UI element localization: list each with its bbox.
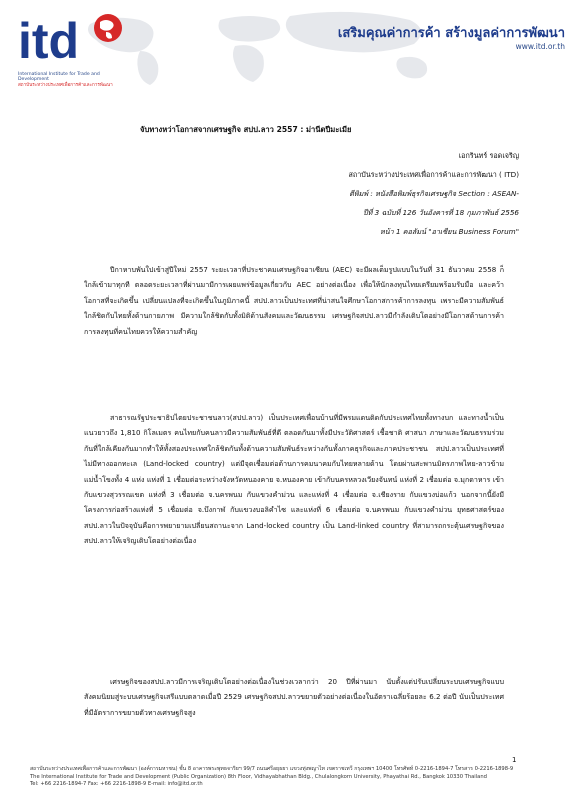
publication-line-2: ปีที่ 3 ฉบับที่ 126 วันอังคารที่ 18 กุมภาพันธ์ 2556: [363, 208, 519, 217]
world-map-watermark: [70, 6, 490, 86]
footer-line-2: The International Institute for Trade and Development (Public Organization) 8th Floor, Vidhayabhathan Bldg., Chulalongkorn University, Phayathai Rd., Bangkok 10330 Thailand: [30, 773, 487, 780]
slogan: เสริมคุณค่าการค้า สร้างมูลค่าการพัฒนา: [337, 26, 565, 41]
website-link[interactable]: www.itd.or.th: [515, 42, 565, 51]
author-organization: สถาบันระหว่างประเทศเพื่อการค้าและการพัฒนา ( ITD): [348, 170, 519, 179]
footer-line-3: Tel: +66 2216-1894-7 Fax: +66 2216-1898-9 E-mail: info@itd.or.th: [30, 781, 203, 788]
publication-line-1: ตีพิมพ์ : หนังสือพิมพ์ธุรกิจเศรษฐกิจ Section : ASEAN-: [349, 189, 519, 198]
author-name: เอกรินทร์ รอดเจริญ: [458, 151, 519, 160]
logo-text: itd: [18, 13, 80, 69]
page-number: 1: [512, 756, 517, 764]
logo-subtitle: International Institute for Trade and Development สถาบันระหว่างประเทศเพื่อการค้าและการพัฒนา: [18, 72, 113, 88]
publication-line-3: หน้า 1 คอลัมน์ "อาเซียน Business Forum": [379, 227, 519, 236]
itd-logo: [16, 10, 126, 70]
paragraph-3: เศรษฐกิจของสปป.ลาวมีการเจริญเติบโตอย่างต่อเนื่องในช่วงเวลากว่า 20 ปีที่ผ่านมา นับตั้งแต่ปรับเปลี่ยนระบบเศรษฐกิจแบบสังคมนิยมสู่ระบบเศรษฐกิจเสรีแบบตลาดเมื่อปี 2529 เศรษฐกิจสปป.ลาวขยายตัวอย่างต่อเนื่องในอัตราเฉลี่ยร้อยละ 6.2 ต่อปี นับเป็นประเทศที่มีอัตราการขยายตัวทางเศรษฐกิจสูง: [84, 677, 504, 717]
paragraph-2: สาธารณรัฐประชาธิปไตยประชาชนลาว(สปป.ลาว) เป็นประเทศเพื่อนบ้านที่มีพรมแดนติดกับประเทศไทยทั้งทางบก และทางน้ำเป็นแนวยาวถึง 1,810 กิโลเมตร คนไทยกับคนลาวมีความสัมพันธ์ที่ดี ตลอดกันมาทั้งมีประวัติศาสตร์ เชื้อชาติ ศาสนา ภาษาและวัฒนธรรมร่วมกันที่ใกล้เคียงกันมากทำให้ทั้งสองประเทศใกล้ชิดกันทั้งด้านความสัมพันธ์ระหว่างกันทั้งภาคธุรกิจและภาคประชาชน สปป.ลาวเป็นประเทศที่ไม่มีทางออกทะเล (Land-locked country) แต่มีจุดเชื่อมต่อด้านการคมนาคมกับไทยหลายด้าน โดยผ่านสะพานมิตรภาพไทย-ลาวข้ามแม่น้ำโขงทั้ง 4 แห่ง แห่งที่ 1 เชื่อมต่อระหว่างจังหวัดหนองคาย จ.หนองคาย เข้ากับนครหลวงเวียงจันทน์ แห่งที่ 2 เชื่อมต่อ จ.มุกดาหาร เข้ากับแขวงสุวรรณเขต แห่งที่ 3 เชื่อมต่อ จ.นครพนม กับแขวงคำม่วน และแห่งที่ 4 เชื่อมต่อ จ.เชียงราย กับแขวงบ่อแก้ว นอกจากนี้ยังมีโครงการก่อสร้างแห่งที่ 5 เชื่อมต่อ จ.บึงกาฬ กับแขวงบอลิคำไซ และแห่งที่ 6 เชื่อมต่อ จ.นครพนม กับแขวงคำม่วน ยุทธศาสตร์ของสปป.ลาวในปัจจุบันคือการพยายามเปลี่ยนสถานะจาก Land-locked country เป็น Land-linked country ที่สามารถกระตุ้นเศรษฐกิจของสปป.ลาวให้เจริญเติบโตอย่างต่อเนื่อง: [84, 413, 504, 546]
footer-line-1: สถาบันระหว่างประเทศเพื่อการค้าและการพัฒนา (องค์การมหาชน) ชั้น 8 อาคารพระพุทธจาริยฯ 99/7 ถนนศรีอยุธยา แขวงทุ่งพญาไท เขตราชเทวี กรุงเทพฯ 10400 โทรศัพท์ 0-2216-1894-7 โทรสาร 0-2216-1898-9: [30, 766, 514, 772]
document-title: จับทางหว่าโอกาสจากเศรษฐกิจ สปป.ลาว 2557 : ม่านีตปีมะเมีย: [140, 125, 352, 134]
paragraph-1: ปีกาหาบพันใปเข้าสู่ปีใหม่ 2557 ระยะเวลาที่ประชาคมเศรษฐกิจอาเซียน (AEC) จะมีผลเต็มรูปแบบในวันที่ 31 ธันวาคม 2558 ก็ใกล้เข้ามาทุกที ตลอดระยะเวลาที่ผ่านมามีการเผยแพร่ข้อมูลเกี่ยวกับ AEC อย่างต่อเนื่อง เพื่อให้นักลงทุนไทยเตรียมพร้อมรับมือ และคว้าโอกาสที่จะเกิดขึ้น เปลี่ยนแปลงที่จะเกิดขึ้นในภูมิภาคนี้ สปป.ลาวเป็นประเทศที่น่าสนใจศึกษาโอกาสการค้าการลงทุน เพราะมีความสัมพันธ์ใกล้ชิดกับไทยทั้งด้านกายภาพ มีความใกล้ชิดกับทั้งมิติด้านสังคมและวัฒนธรรม เศรษฐกิจสปป.ลาวมีกำลังเติบโตอย่างมีโอกาสด้านการค้าการลงทุนที่คนไทยควรให้ความสำคัญ: [84, 265, 504, 336]
footer: [30, 766, 558, 789]
letterhead: [0, 0, 583, 92]
